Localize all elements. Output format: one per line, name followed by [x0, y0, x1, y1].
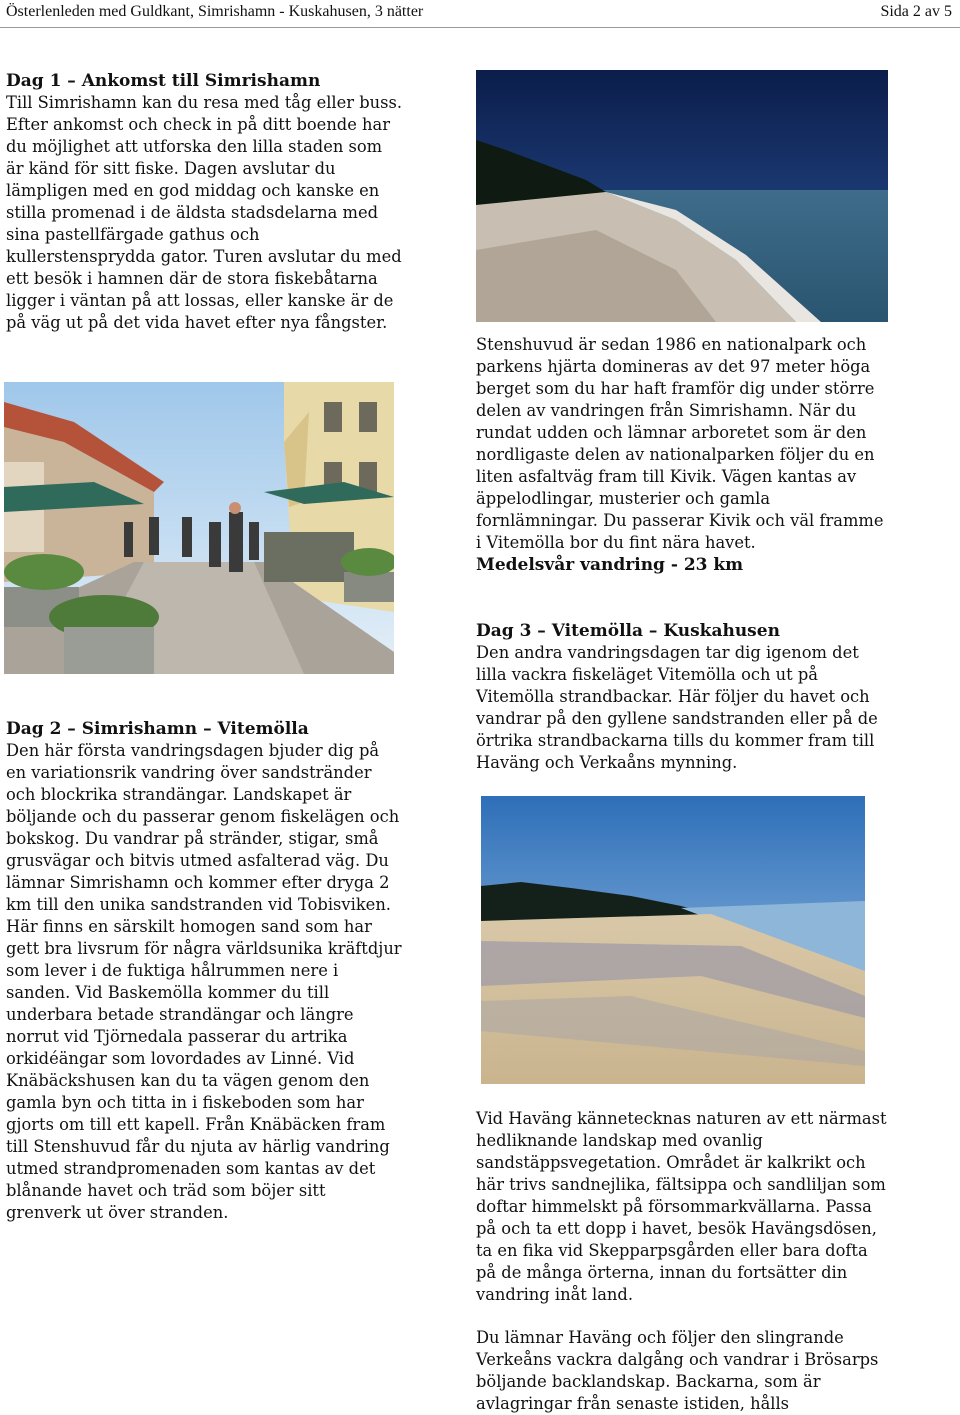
- day1-body: Till Simrishamn kan du resa med tåg eller buss. Efter ankomst och check in på ditt boende har du möjlighet att utforska den lilla staden som är känd för sitt fiske. Dagen avslutar du lämpligen med en god middag och kanske en stilla promenad i de äldsta stadsdelarna med sina pastellfärgade gathus och kullerstensprydda gator. Turen avslutar du med ett besök i hamnen där de stora fiskebåtarna ligger i väntan på att lossas, eller kanske är de på väg ut på det vida havet efter nya fångster.: [6, 93, 403, 332]
- day3-heading: Dag 3 – Vitemölla – Kuskahusen: [476, 621, 780, 641]
- day3-body: Den andra vandringsdagen tar dig igenom det lilla vackra fiskeläget Vitemölla och ut på Vitemölla strandbackar. Här följer du havet och vandrar på den gyllene sandstranden eller på de örtrika strandbackarna tills du kommer fram till Haväng och Verkaåns mynning.: [476, 643, 878, 772]
- page-number: Sida 2 av 5: [880, 3, 952, 20]
- day1-heading: Dag 1 – Ankomst till Simrishamn: [6, 71, 321, 91]
- havang-section: [476, 1108, 888, 1306]
- havang-beach-photo: [481, 796, 865, 1084]
- stenshuvud-body: Stenshuvud är sedan 1986 en nationalpark och parkens hjärta domineras av det 97 meter höga berget som du har haft framför dig under större delen av vandringen från Simrishamn. När du rundat udden och lämnar arboretet som är den nordligaste delen av nationalparken följer du en liten asfaltväg fram till Kivik. Vägen kantas av äppelodlingar, musterier och gamla fornlämningar. Du passerar Kivik och väl framme i Vitemölla bor du fint nära havet.: [476, 335, 884, 552]
- document-title: Österlenleden med Guldkant, Simrishamn - Kuskahusen, 3 nätter: [6, 3, 424, 20]
- page-header: [0, 0, 960, 30]
- simrishamn-street-photo: [4, 382, 394, 674]
- day2-body: Den här första vandringsdagen bjuder dig på en variationsrik vandring över sandstränder och blockrika strandängar. Landskapet är böljande och du passerar genom fiskelägen och bokskog. Du vandrar på stränder, stigar, små grusvägar och bitvis utmed asfalterad väg. Du lämnar Simrishamn och kommer efter dryga 2 km till den unika sandstranden vid Tobisviken. Här finns en särskilt homogen sand som har gett bra livsrum för några världsunika kräftdjur som lever i de fuktiga hålrummen nere i sanden. Vid Baskemölla kommer du till underbara betade strandängar och längre norrut vid Tjörnedala passerar du artrika orkidéängar som lovordades av Linné. Vid Knäbäckshusen kan du ta vägen genom den gamla byn och titta in i fiskeboden som har gjorts om till ett kapell. Från Knäbäcken fram till Stenshuvud får du njuta av härlig vandring utmed strandpromenaden som kantas av det blånande havet och träd som böjer sitt grenverk ut över stranden.: [6, 741, 402, 1222]
- stenshuvud-section: [476, 334, 888, 576]
- day3-section: [476, 620, 888, 774]
- day1-section: [6, 70, 404, 334]
- stenshuvud-beach-photo: [476, 70, 888, 322]
- difficulty-distance: Medelsvår vandring - 23 km: [476, 555, 744, 575]
- day2-heading: Dag 2 – Simrishamn – Vitemölla: [6, 719, 309, 739]
- header-divider: [0, 27, 960, 28]
- verkean-body: Du lämnar Haväng och följer den slingrande Verkeåns vackra dalgång och vandrar i Brösarps böljande backlandskap. Backarna, som är avlagringar från senaste istiden, hålls: [476, 1328, 879, 1413]
- verkean-section: [476, 1327, 888, 1415]
- day2-section: [6, 718, 404, 1224]
- havang-body: Vid Haväng kännetecknas naturen av ett närmast hedliknande landskap med ovanlig sandstäppsvegetation. Området är kalkrikt och här trivs sandnejlika, fältsippa och sandliljan som doftar himmelskt på försommarkvällarna. Passa på och ta ett dopp i havet, besök Havängsdösen, ta en fika vid Skepparpsgården eller bara dofta på de många örterna, innan du fortsätter din vandring inåt land.: [476, 1109, 887, 1304]
